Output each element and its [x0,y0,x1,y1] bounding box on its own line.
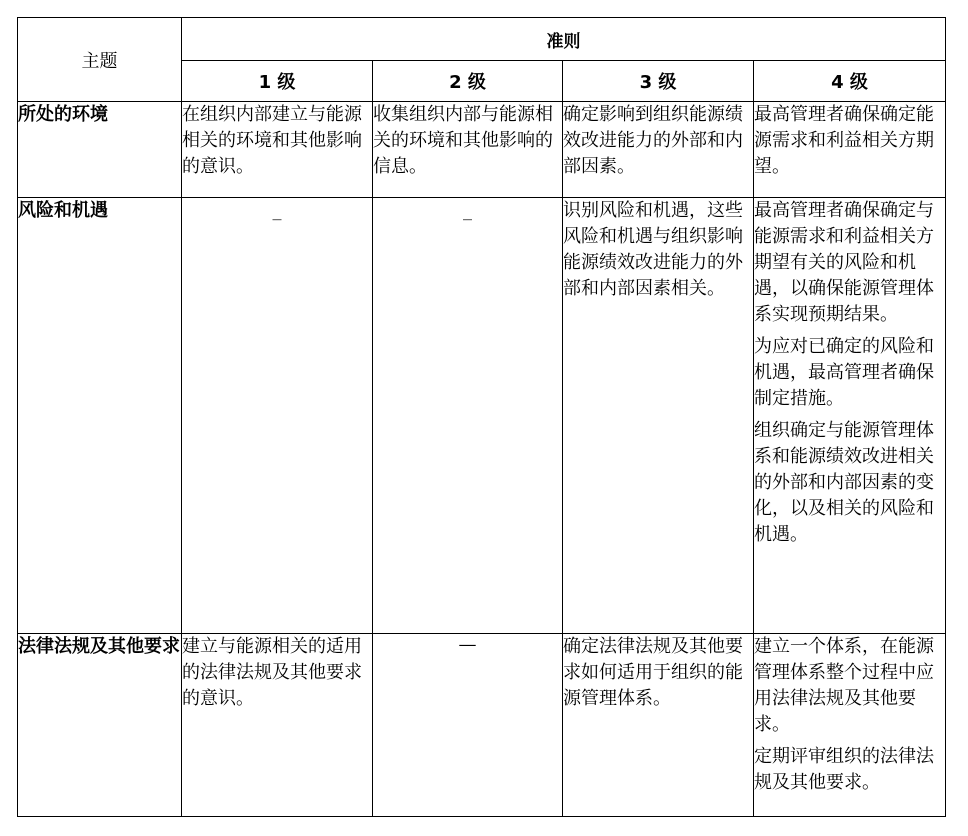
header-level-1: 1 级 [182,61,373,102]
cell-text: 确定法律法规及其他要求如何适用于组织的能源管理体系。 [563,636,743,709]
cell-text: 在组织内部建立与能源相关的环境和其他影响的意识。 [182,104,362,177]
cell-text: 收集组织内部与能源相关的环境和其他影响的信息。 [373,104,553,177]
row-topic: 法律法规及其他要求 [18,634,182,817]
cell-level-2-empty: — [373,634,563,817]
cell-level-3 [563,634,754,817]
cell-text: 建立一个体系，在能源管理体系整个过程中应用法律法规及其他要求。 [754,636,934,735]
cell-level-2 [373,102,563,198]
cell-level-2-empty: _ [373,198,563,634]
header-topic: 主题 [18,18,182,102]
cell-level-4 [754,198,946,634]
cell-text: 最高管理者确保确定与能源需求和利益相关方期望有关的风险和机遇，以确保能源管理体系实现预期结果。 [754,200,934,325]
cell-text: 为应对已确定的风险和机遇，最高管理者确保制定措施。 [754,336,934,409]
cell-text: 最高管理者确保确定能源需求和利益相关方期望。 [754,104,934,177]
row-topic: 所处的环境 [18,102,182,198]
cell-level-4 [754,102,946,198]
cell-level-3 [563,102,754,198]
header-row-criteria [18,18,946,61]
cell-level-1 [182,634,373,817]
cell-text: 建立与能源相关的适用的法律法规及其他要求的意识。 [182,636,362,709]
header-level-4: 4 级 [754,61,946,102]
table-row-risks [18,198,946,634]
header-criteria: 准则 [182,18,946,61]
cell-level-1-empty: _ [182,198,373,634]
table-row-context [18,102,946,198]
header-level-2: 2 级 [373,61,563,102]
cell-level-1 [182,102,373,198]
cell-level-4 [754,634,946,817]
criteria-table [17,17,946,817]
table-row-legal [18,634,946,817]
header-level-3: 3 级 [563,61,754,102]
cell-level-3 [563,198,754,634]
row-topic: 风险和机遇 [18,198,182,634]
cell-text: 定期评审组织的法律法规及其他要求。 [754,746,934,793]
cell-text: 确定影响到组织能源绩效改进能力的外部和内部因素。 [563,104,743,177]
cell-text: 组织确定与能源管理体系和能源绩效改进相关的外部和内部因素的变化，以及相关的风险和机遇。 [754,420,934,545]
cell-text: 识别风险和机遇，这些风险和机遇与组织影响能源绩效改进能力的外部和内部因素相关。 [563,200,743,299]
